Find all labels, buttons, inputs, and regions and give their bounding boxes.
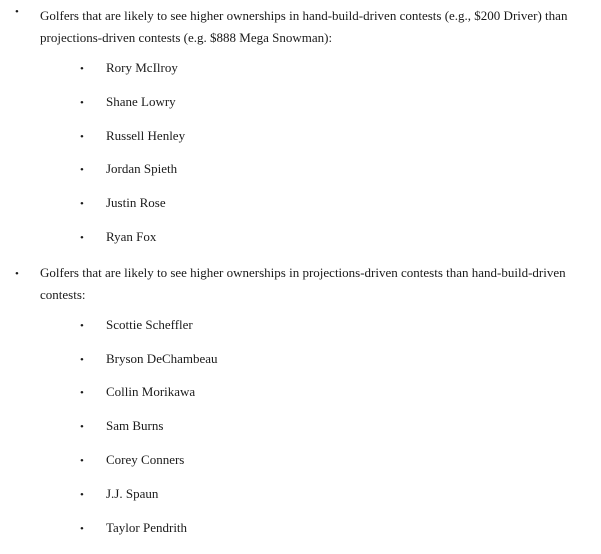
bullet-icon: • xyxy=(80,96,84,109)
list-item xyxy=(40,91,593,125)
section-heading-text: Golfers that are likely to see higher ownerships in projections-driven contests than hand-build-driven contests: xyxy=(40,264,566,302)
bullet-icon: • xyxy=(80,130,84,143)
list-item xyxy=(40,348,593,382)
golfer-name: Bryson DeChambeau xyxy=(106,350,218,366)
list-section-hand-build xyxy=(0,0,601,260)
golfer-name: Justin Rose xyxy=(106,195,166,211)
bullet-icon: • xyxy=(80,488,84,501)
list-item xyxy=(40,125,593,159)
bullet-icon: • xyxy=(15,6,19,18)
bullet-icon: • xyxy=(80,522,84,535)
golfer-name: Corey Conners xyxy=(106,451,185,467)
golfer-name: Rory McIlroy xyxy=(106,60,178,75)
list-item xyxy=(40,517,593,551)
golfer-name: J.J. Spaun xyxy=(106,485,159,501)
golfer-list-projections xyxy=(40,314,593,551)
list-item xyxy=(40,314,593,348)
section-heading-text: Golfers that are likely to see higher ownerships in hand-build-driven contests (e.g., $200 Driver) than projections-driven contests (e.g. $888 Mega Snowman): xyxy=(40,8,568,45)
bullet-icon: • xyxy=(80,421,84,434)
golfer-name: Russell Henley xyxy=(106,127,186,143)
list-item xyxy=(40,415,593,449)
list-item xyxy=(40,57,593,91)
golfer-name: Scottie Scheffler xyxy=(106,316,193,332)
bullet-icon: • xyxy=(80,454,84,467)
list-item xyxy=(40,192,593,226)
list-item xyxy=(40,381,593,415)
golfer-name: Shane Lowry xyxy=(106,93,176,109)
golfer-list-hand-build xyxy=(40,57,593,260)
bullet-icon: • xyxy=(80,164,84,177)
golfer-name: Collin Morikawa xyxy=(106,384,196,400)
bullet-icon: • xyxy=(80,319,84,332)
bullet-icon: • xyxy=(80,231,84,244)
golfer-name: Sam Burns xyxy=(106,418,164,434)
golfer-name: Jordan Spieth xyxy=(106,161,178,177)
bullet-icon: • xyxy=(80,63,84,75)
bullet-icon: • xyxy=(15,267,19,280)
golfer-name: Ryan Fox xyxy=(106,228,157,244)
bullet-icon: • xyxy=(80,387,84,400)
list-item xyxy=(40,483,593,517)
bullet-icon: • xyxy=(80,198,84,211)
bullet-icon: • xyxy=(80,353,84,366)
list-item xyxy=(40,449,593,483)
list-section-projections xyxy=(0,262,601,551)
golfer-name: Taylor Pendrith xyxy=(106,519,188,535)
list-item xyxy=(40,226,593,260)
list-item xyxy=(40,158,593,192)
